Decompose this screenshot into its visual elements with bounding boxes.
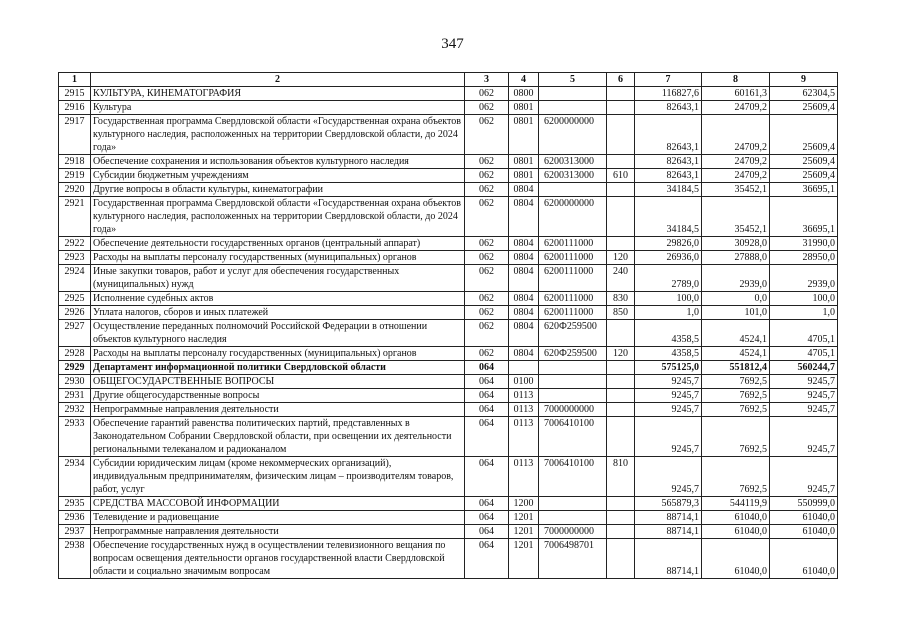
item-name-cell: Государственная программа Свердловской области «Государственная охрана объектов культурного наследия, расположенных на территории Свердловской области, до 2024 года» [91,115,465,155]
target-code-cell: 6200111000 [539,265,607,292]
item-name-cell: Департамент информационной политики Свердловской области [91,361,465,375]
ministry-code-cell: 064 [465,511,509,525]
target-code-cell: 7006410100 [539,457,607,497]
amount-year2-cell: 101,0 [702,306,770,320]
table-row [59,265,838,292]
table-row [59,389,838,403]
section-code-cell: 0801 [509,115,539,155]
amount-year3-cell: 31990,0 [770,237,838,251]
amount-year2-cell: 61040,0 [702,525,770,539]
amount-year2-cell: 7692,5 [702,375,770,389]
section-code-cell: 0804 [509,320,539,347]
column-header: 8 [702,73,770,87]
table-header-row [59,73,838,87]
table-row [59,169,838,183]
amount-year2-cell: 61040,0 [702,539,770,579]
row-number-cell: 2932 [59,403,91,417]
target-code-cell: 6200313000 [539,169,607,183]
expense-type-cell: 240 [607,265,635,292]
amount-year3-cell: 4705,1 [770,347,838,361]
row-number-cell: 2916 [59,101,91,115]
target-code-cell [539,389,607,403]
amount-year1-cell: 9245,7 [635,417,702,457]
amount-year1-cell: 82643,1 [635,115,702,155]
amount-year1-cell: 9245,7 [635,375,702,389]
row-number-cell: 2922 [59,237,91,251]
table-row [59,183,838,197]
amount-year1-cell: 565879,3 [635,497,702,511]
amount-year3-cell: 1,0 [770,306,838,320]
expense-type-cell: 120 [607,347,635,361]
column-header: 5 [539,73,607,87]
row-number-cell: 2926 [59,306,91,320]
ministry-code-cell: 062 [465,265,509,292]
item-name-cell: Осуществление переданных полномочий Российской Федерации в отношении объектов культурного наследия [91,320,465,347]
amount-year1-cell: 88714,1 [635,511,702,525]
ministry-code-cell: 064 [465,525,509,539]
amount-year1-cell: 34184,5 [635,197,702,237]
amount-year3-cell: 36695,1 [770,197,838,237]
section-code-cell: 0113 [509,417,539,457]
amount-year3-cell: 61040,0 [770,539,838,579]
expense-type-cell [607,511,635,525]
target-code-cell: 7006410100 [539,417,607,457]
amount-year1-cell: 2789,0 [635,265,702,292]
column-header: 4 [509,73,539,87]
amount-year1-cell: 9245,7 [635,389,702,403]
ministry-code-cell: 064 [465,389,509,403]
section-code-cell: 0804 [509,251,539,265]
table-row [59,525,838,539]
expense-type-cell [607,101,635,115]
expense-type-cell [607,320,635,347]
expense-type-cell [607,87,635,101]
expense-type-cell [607,497,635,511]
amount-year1-cell: 116827,6 [635,87,702,101]
item-name-cell: Непрограммные направления деятельности [91,403,465,417]
ministry-code-cell: 064 [465,361,509,375]
section-code-cell: 0804 [509,183,539,197]
ministry-code-cell: 062 [465,115,509,155]
amount-year1-cell: 34184,5 [635,183,702,197]
amount-year1-cell: 88714,1 [635,525,702,539]
amount-year1-cell: 9245,7 [635,403,702,417]
amount-year2-cell: 0,0 [702,292,770,306]
amount-year2-cell: 24709,2 [702,115,770,155]
expense-type-cell: 810 [607,457,635,497]
row-number-cell: 2921 [59,197,91,237]
row-number-cell: 2925 [59,292,91,306]
amount-year1-cell: 9245,7 [635,457,702,497]
amount-year2-cell: 24709,2 [702,169,770,183]
ministry-code-cell: 062 [465,251,509,265]
amount-year3-cell: 550999,0 [770,497,838,511]
row-number-cell: 2918 [59,155,91,169]
expense-type-cell [607,237,635,251]
table-row [59,197,838,237]
row-number-cell: 2937 [59,525,91,539]
amount-year2-cell: 61040,0 [702,511,770,525]
amount-year2-cell: 2939,0 [702,265,770,292]
amount-year1-cell: 4358,5 [635,347,702,361]
target-code-cell: 6200111000 [539,292,607,306]
section-code-cell: 0113 [509,457,539,497]
budget-table [58,72,838,579]
item-name-cell: Исполнение судебных актов [91,292,465,306]
target-code-cell: 620Ф259500 [539,320,607,347]
ministry-code-cell: 064 [465,375,509,389]
section-code-cell: 0113 [509,389,539,403]
section-code-cell: 0804 [509,237,539,251]
amount-year2-cell: 4524,1 [702,320,770,347]
amount-year1-cell: 100,0 [635,292,702,306]
target-code-cell [539,361,607,375]
section-code-cell: 0113 [509,403,539,417]
item-name-cell: Другие общегосударственные вопросы [91,389,465,403]
amount-year2-cell: 7692,5 [702,457,770,497]
expense-type-cell [607,183,635,197]
section-code-cell: 0804 [509,306,539,320]
target-code-cell: 6200313000 [539,155,607,169]
item-name-cell: Обеспечение сохранения и использования объектов культурного наследия [91,155,465,169]
section-code-cell: 0804 [509,265,539,292]
amount-year2-cell: 551812,4 [702,361,770,375]
item-name-cell: Обеспечение государственных нужд в осуществлении телевизионного вещания по вопросам освещения деятельности органов государственной власти Свердловской области и социально значимым вопросам [91,539,465,579]
row-number-cell: 2929 [59,361,91,375]
section-code-cell [509,361,539,375]
ministry-code-cell: 062 [465,320,509,347]
page-number: 347 [441,36,464,52]
ministry-code-cell: 064 [465,457,509,497]
table-row [59,511,838,525]
amount-year2-cell: 30928,0 [702,237,770,251]
section-code-cell: 1201 [509,511,539,525]
target-code-cell: 6200111000 [539,306,607,320]
amount-year3-cell: 9245,7 [770,457,838,497]
amount-year3-cell: 36695,1 [770,183,838,197]
item-name-cell: Культура [91,101,465,115]
table-row [59,306,838,320]
row-number-cell: 2930 [59,375,91,389]
amount-year3-cell: 9245,7 [770,403,838,417]
expense-type-cell: 850 [607,306,635,320]
section-code-cell: 1201 [509,525,539,539]
item-name-cell: ОБЩЕГОСУДАРСТВЕННЫЕ ВОПРОСЫ [91,375,465,389]
amount-year3-cell: 9245,7 [770,389,838,403]
amount-year1-cell: 29826,0 [635,237,702,251]
table-row [59,320,838,347]
target-code-cell: 7000000000 [539,525,607,539]
expense-type-cell [607,403,635,417]
section-code-cell: 0801 [509,155,539,169]
amount-year3-cell: 62304,5 [770,87,838,101]
row-number-cell: 2924 [59,265,91,292]
ministry-code-cell: 064 [465,417,509,457]
amount-year1-cell: 82643,1 [635,155,702,169]
row-number-cell: 2919 [59,169,91,183]
amount-year3-cell: 9245,7 [770,417,838,457]
expense-type-cell [607,375,635,389]
row-number-cell: 2934 [59,457,91,497]
expense-type-cell [607,389,635,403]
amount-year2-cell: 4524,1 [702,347,770,361]
table-row [59,403,838,417]
amount-year3-cell: 61040,0 [770,525,838,539]
section-code-cell: 0800 [509,87,539,101]
target-code-cell: 6200000000 [539,115,607,155]
ministry-code-cell: 062 [465,169,509,183]
row-number-cell: 2935 [59,497,91,511]
amount-year3-cell: 25609,4 [770,115,838,155]
row-number-cell: 2915 [59,87,91,101]
target-code-cell [539,375,607,389]
section-code-cell: 0804 [509,197,539,237]
section-code-cell: 0804 [509,292,539,306]
table-row [59,539,838,579]
ministry-code-cell: 064 [465,403,509,417]
section-code-cell: 0801 [509,169,539,183]
amount-year2-cell: 24709,2 [702,155,770,169]
row-number-cell: 2927 [59,320,91,347]
target-code-cell [539,511,607,525]
table-row [59,375,838,389]
item-name-cell: Субсидии юридическим лицам (кроме некоммерческих организаций), индивидуальным предпринимателям, физическим лицам – производителям товаров, работ, услуг [91,457,465,497]
item-name-cell: Непрограммные направления деятельности [91,525,465,539]
item-name-cell: Субсидии бюджетным учреждениям [91,169,465,183]
section-code-cell: 0801 [509,101,539,115]
row-number-cell: 2938 [59,539,91,579]
table-row [59,101,838,115]
section-code-cell: 1200 [509,497,539,511]
amount-year2-cell: 24709,2 [702,101,770,115]
amount-year2-cell: 7692,5 [702,417,770,457]
table-row [59,457,838,497]
item-name-cell: СРЕДСТВА МАССОВОЙ ИНФОРМАЦИИ [91,497,465,511]
target-code-cell [539,87,607,101]
target-code-cell [539,183,607,197]
target-code-cell: 6200111000 [539,237,607,251]
amount-year3-cell: 4705,1 [770,320,838,347]
row-number-cell: 2917 [59,115,91,155]
item-name-cell: КУЛЬТУРА, КИНЕМАТОГРАФИЯ [91,87,465,101]
amount-year1-cell: 82643,1 [635,101,702,115]
table-row [59,251,838,265]
column-header: 3 [465,73,509,87]
table-row [59,347,838,361]
section-code-cell: 1201 [509,539,539,579]
amount-year3-cell: 9245,7 [770,375,838,389]
item-name-cell: Обеспечение гарантий равенства политических партий, представленных в Законодательном Собрании Свердловской области, при освещении их деятельности региональными телеканалом и радиоканалом [91,417,465,457]
item-name-cell: Государственная программа Свердловской области «Государственная охрана объектов культурного наследия, расположенных на территории Свердловской области, до 2024 года» [91,197,465,237]
ministry-code-cell: 062 [465,155,509,169]
table-row [59,115,838,155]
column-header: 1 [59,73,91,87]
item-name-cell: Телевидение и радиовещание [91,511,465,525]
expense-type-cell [607,197,635,237]
amount-year2-cell: 35452,1 [702,183,770,197]
row-number-cell: 2933 [59,417,91,457]
table-row [59,497,838,511]
target-code-cell [539,497,607,511]
table-row [59,417,838,457]
expense-type-cell [607,525,635,539]
amount-year2-cell: 60161,3 [702,87,770,101]
section-code-cell: 0804 [509,347,539,361]
ministry-code-cell: 064 [465,539,509,579]
target-code-cell: 7006498701 [539,539,607,579]
table-row [59,155,838,169]
ministry-code-cell: 062 [465,87,509,101]
section-code-cell: 0100 [509,375,539,389]
expense-type-cell [607,155,635,169]
amount-year1-cell: 4358,5 [635,320,702,347]
amount-year2-cell: 7692,5 [702,389,770,403]
target-code-cell: 7000000000 [539,403,607,417]
amount-year3-cell: 560244,7 [770,361,838,375]
amount-year3-cell: 100,0 [770,292,838,306]
table-row [59,292,838,306]
expense-type-cell [607,539,635,579]
item-name-cell: Иные закупки товаров, работ и услуг для обеспечения государственных (муниципальных) нужд [91,265,465,292]
amount-year1-cell: 88714,1 [635,539,702,579]
ministry-code-cell: 062 [465,237,509,251]
table-row [59,87,838,101]
ministry-code-cell: 062 [465,197,509,237]
target-code-cell [539,101,607,115]
expense-type-cell: 610 [607,169,635,183]
amount-year1-cell: 575125,0 [635,361,702,375]
row-number-cell: 2931 [59,389,91,403]
expense-type-cell: 120 [607,251,635,265]
amount-year3-cell: 25609,4 [770,169,838,183]
amount-year2-cell: 7692,5 [702,403,770,417]
expense-type-cell [607,115,635,155]
table-row [59,361,838,375]
amount-year3-cell: 61040,0 [770,511,838,525]
column-header: 7 [635,73,702,87]
amount-year3-cell: 25609,4 [770,101,838,115]
row-number-cell: 2923 [59,251,91,265]
column-header: 9 [770,73,838,87]
target-code-cell: 6200111000 [539,251,607,265]
item-name-cell: Уплата налогов, сборов и иных платежей [91,306,465,320]
amount-year1-cell: 82643,1 [635,169,702,183]
row-number-cell: 2920 [59,183,91,197]
ministry-code-cell: 064 [465,497,509,511]
amount-year3-cell: 25609,4 [770,155,838,169]
target-code-cell: 620Ф259500 [539,347,607,361]
expense-type-cell [607,417,635,457]
ministry-code-cell: 062 [465,183,509,197]
item-name-cell: Расходы на выплаты персоналу государственных (муниципальных) органов [91,251,465,265]
expense-type-cell: 830 [607,292,635,306]
amount-year1-cell: 1,0 [635,306,702,320]
row-number-cell: 2936 [59,511,91,525]
row-number-cell: 2928 [59,347,91,361]
ministry-code-cell: 062 [465,101,509,115]
target-code-cell: 6200000000 [539,197,607,237]
column-header: 2 [91,73,465,87]
ministry-code-cell: 062 [465,347,509,361]
column-header: 6 [607,73,635,87]
expense-type-cell [607,361,635,375]
amount-year3-cell: 2939,0 [770,265,838,292]
amount-year3-cell: 28950,0 [770,251,838,265]
amount-year1-cell: 26936,0 [635,251,702,265]
table-row [59,237,838,251]
item-name-cell: Другие вопросы в области культуры, кинематографии [91,183,465,197]
amount-year2-cell: 544119,9 [702,497,770,511]
amount-year2-cell: 27888,0 [702,251,770,265]
item-name-cell: Расходы на выплаты персоналу государственных (муниципальных) органов [91,347,465,361]
amount-year2-cell: 35452,1 [702,197,770,237]
ministry-code-cell: 062 [465,306,509,320]
item-name-cell: Обеспечение деятельности государственных органов (центральный аппарат) [91,237,465,251]
ministry-code-cell: 062 [465,292,509,306]
